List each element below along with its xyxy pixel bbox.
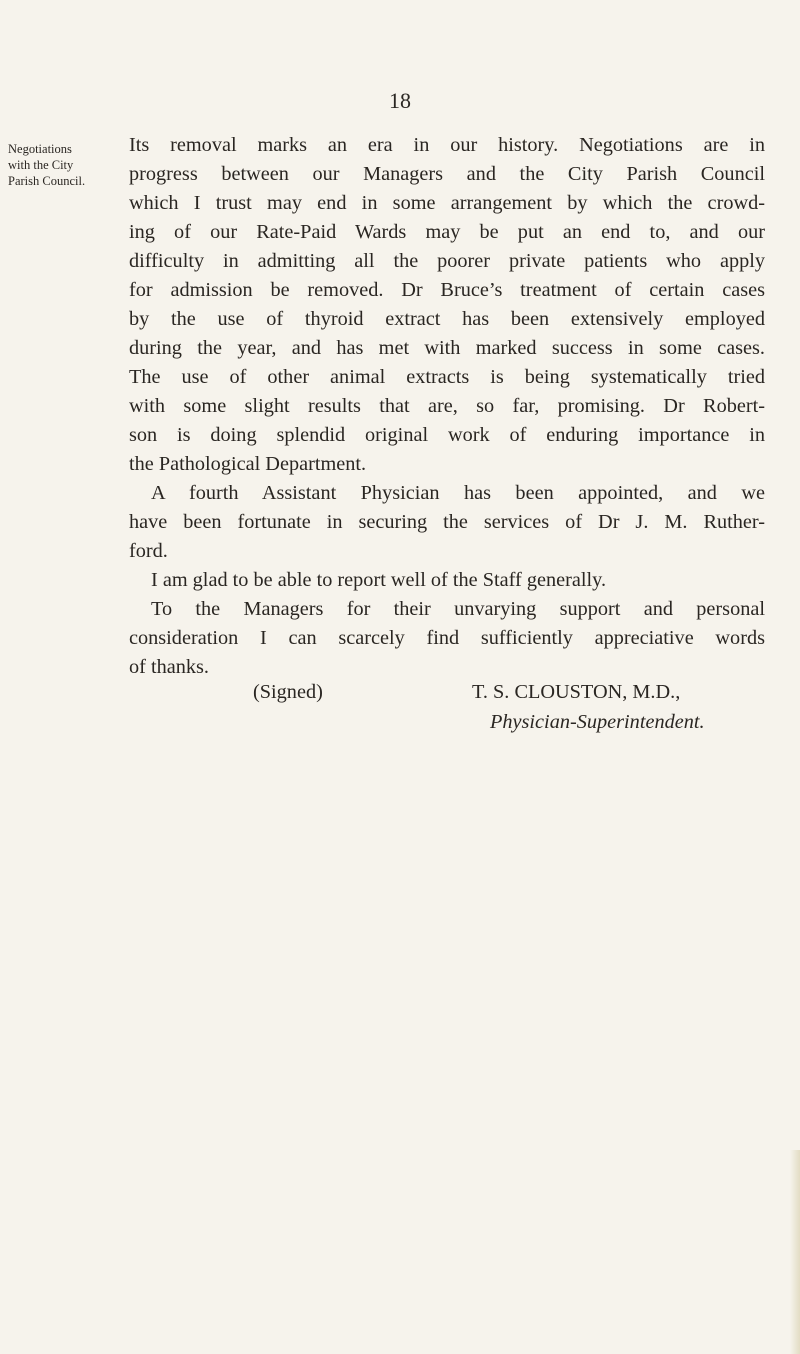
margin-note-line: Negotiations: [8, 142, 72, 156]
signatory-title: Physician-Superintendent.: [490, 711, 705, 733]
text-line: Its removal marks an era in our history. Negotiations are in: [129, 134, 765, 156]
text-line: which I trust may end in some arrangement by which the crowd-: [129, 192, 765, 214]
text-line: The use of other animal extracts is being systematically tried: [129, 366, 765, 388]
text-line: by the use of thyroid extract has been extensively employed: [129, 308, 765, 330]
text-line: during the year, and has met with marked success in some cases.: [129, 337, 765, 359]
text-line: son is doing splendid original work of enduring importance in: [129, 424, 765, 446]
signed-label: (Signed): [253, 681, 323, 703]
signatory-name: T. S. CLOUSTON, M.D.,: [472, 681, 681, 703]
text-line: have been fortunate in securing the services of Dr J. M. Ruther-: [129, 511, 765, 533]
page-number: 18: [389, 88, 411, 113]
margin-note: [8, 141, 100, 189]
page-edge-stain: [790, 1150, 800, 1354]
text-line: the Pathological Department.: [129, 453, 367, 475]
text-line: progress between our Managers and the City Parish Council: [129, 163, 765, 185]
margin-note-line: with the City: [8, 158, 74, 172]
text-line: with some slight results that are, so far, promising. Dr Robert-: [129, 395, 765, 417]
text-line: ing of our Rate-Paid Wards may be put an end to, and our: [129, 221, 765, 243]
text-line: To the Managers for their unvarying support and personal: [151, 598, 765, 620]
text-line: difficulty in admitting all the poorer private patients who apply: [129, 250, 765, 272]
text-line: consideration I can scarcely find sufficiently appreciative words: [129, 627, 765, 649]
text-line: A fourth Assistant Physician has been appointed, and we: [151, 482, 765, 504]
body-text: [129, 131, 765, 682]
text-line: of thanks.: [129, 656, 209, 678]
text-line: I am glad to be able to report well of the Staff generally.: [151, 569, 607, 591]
text-line: ford.: [129, 540, 168, 562]
text-line: for admission be removed. Dr Bruce’s treatment of certain cases: [129, 279, 765, 301]
margin-note-line: Parish Council.: [8, 174, 86, 188]
